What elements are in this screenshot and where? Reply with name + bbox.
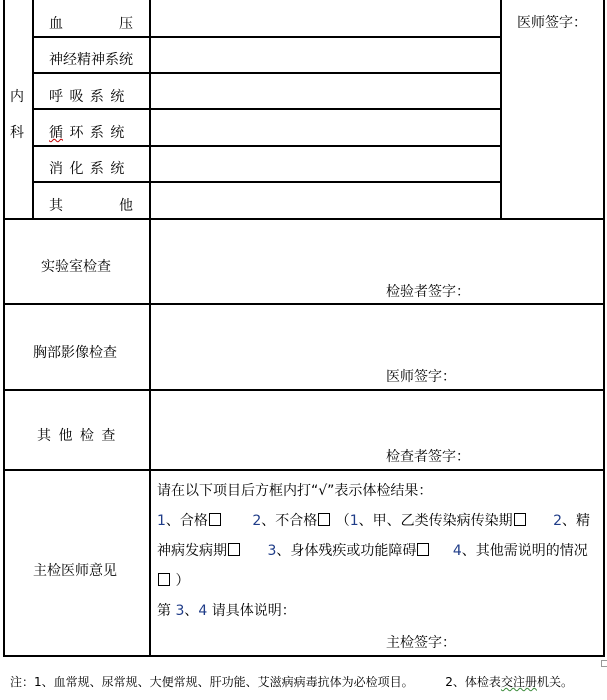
footnote-2: 2、体检表交注册机关。 bbox=[445, 675, 573, 689]
lab-signature-label: 检验者签字： bbox=[386, 284, 470, 300]
other-exam-field[interactable] bbox=[151, 391, 603, 469]
field-neuro[interactable] bbox=[151, 38, 500, 72]
checkbox-other-condition[interactable] bbox=[158, 573, 170, 586]
chief-opinion-label: 主检医师意见 bbox=[33, 563, 117, 579]
table-end-marker bbox=[601, 660, 607, 667]
opinion-options-line1: 1、合格 2、不合格 （1、甲、乙类传染病传染期 2、精 bbox=[157, 513, 591, 529]
row-divider bbox=[3, 469, 605, 471]
field-respiratory[interactable] bbox=[151, 74, 500, 108]
section-label-bottom: 科 bbox=[10, 125, 24, 141]
checkbox-unqualified[interactable] bbox=[318, 513, 330, 526]
checkbox-disability[interactable] bbox=[417, 543, 429, 556]
row-label-neuro: 神经精神系统 bbox=[49, 52, 133, 68]
row-label-digestive: 消 化 系 统 bbox=[49, 161, 125, 177]
checkbox-qualified[interactable] bbox=[209, 513, 221, 526]
table-border-bottom bbox=[3, 655, 605, 657]
section-label-top: 内 bbox=[10, 89, 24, 105]
chief-signature-label: 主检签字： bbox=[386, 635, 456, 651]
opinion-instruction: 请在以下项目后方框内打“√”表示体检结果： bbox=[157, 483, 433, 499]
chest-signature-label: 医师签字： bbox=[386, 369, 456, 385]
other-exam-label: 其 他 检 查 bbox=[37, 428, 116, 444]
field-digestive[interactable] bbox=[151, 147, 500, 181]
chest-imaging-label: 胸部影像检查 bbox=[33, 345, 117, 361]
table-border-right bbox=[603, 0, 605, 657]
row-label-circulatory: 循 环 系 统 bbox=[49, 125, 125, 141]
field-circulatory[interactable] bbox=[151, 110, 500, 145]
checkbox-infectious-disease[interactable] bbox=[514, 513, 526, 526]
lab-exam-field[interactable] bbox=[151, 220, 603, 303]
other-signature-label: 检查者签字： bbox=[386, 449, 470, 465]
row-label-respiratory: 呼 吸 系 统 bbox=[49, 89, 125, 105]
opinion-options-line3: ） bbox=[157, 566, 597, 596]
row-label-blood-pressure: 血 压 bbox=[49, 16, 133, 32]
footnote bbox=[10, 676, 573, 688]
field-other[interactable] bbox=[151, 183, 500, 218]
lab-exam-label: 实验室检查 bbox=[41, 259, 111, 275]
row-label-other: 其 他 bbox=[49, 198, 133, 214]
chest-imaging-field[interactable] bbox=[151, 305, 603, 389]
table-border-left bbox=[3, 0, 5, 657]
doctor-signature-label: 医师签字： bbox=[517, 15, 587, 31]
field-blood-pressure[interactable] bbox=[151, 0, 500, 36]
checkbox-mental-illness[interactable] bbox=[228, 543, 240, 556]
opinion-options-line2: 神病发病期 3、身体残疾或功能障碍 4、其他需说明的情况 bbox=[157, 543, 588, 559]
footnote-1: 注：1、血常规、尿常规、大便常规、肝功能、艾滋病病毒抗体为必检项目。 bbox=[10, 675, 414, 689]
opinion-explain: 第 3、4 请具体说明： bbox=[157, 603, 296, 619]
